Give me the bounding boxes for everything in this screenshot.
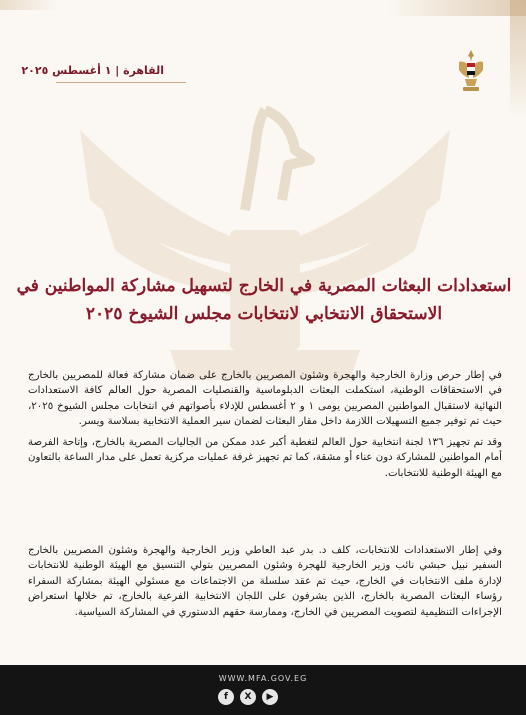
social-links — [218, 689, 278, 705]
facebook-icon[interactable]: f — [218, 689, 234, 705]
egypt-eagle-emblem-icon — [456, 48, 486, 94]
decorative-corner-vertical — [510, 0, 526, 120]
youtube-icon[interactable]: ▶ — [262, 689, 278, 705]
dateline-divider — [56, 82, 186, 83]
title-line-2: الاستحقاق الانتخابي لانتخابات مجلس الشيوخ ٢٠٢٥ — [85, 304, 443, 324]
x-icon[interactable]: X — [240, 689, 256, 705]
page-title — [14, 272, 514, 328]
website-link[interactable]: WWW.MFA.GOV.EG — [218, 674, 308, 683]
paragraph-3: وفي إطار الاستعدادات للانتخابات، كلف د. بدر عبد العاطي وزير الخارجية والهجرة وشئون المصريين بالخارج السفير نبيل حبشي نائب وزير الخارجية للهجرة وشئون المصريين بتولي التنسيق مع الهيئة الوطنية للانتخابات لإدارة ملف الانتخابات في الخارج، حيث تم عقد سلسلة من الاجتماعات مع مسئولي الهيئة بمشاركة السفراء رؤساء البعثات المصرية بالخارج، الذين يشرفون على اللجان الانتخابية الفرعية بالخارج، تم خلالها استعراض الإجراءات التنظيمية لتصويت المصريين في الخارج، وممارسة حقهم الدستوري في المشاركة السياسية. — [28, 545, 502, 618]
dateline: القاهرة | ١ أغسطس ٢٠٢٥ — [21, 64, 164, 77]
eagle-watermark — [60, 90, 470, 390]
decorative-corner — [386, 0, 526, 16]
title-line-1: استعدادات البعثات المصرية في الخارج لتسهيل مشاركة المواطنين في — [16, 276, 512, 296]
decorative-corner-left — [0, 0, 60, 10]
paragraph-2: وقد تم تجهيز ١٣٦ لجنة انتخابية حول العالم لتغطية أكبر عدد ممكن من الجاليات المصرية بالخارج، وإتاحة الفرصة أمام المواطنين للمشاركة دون عناء أو مشقة، كما تم تجهيز غرفة عمليات مركزية تعمل على مدار الساعة بالتعاون مع الهيئة الوطنية للانتخابات. — [28, 437, 502, 479]
paragraph-1: في إطار حرص وزارة الخارجية والهجرة وشئون المصريين بالخارج على ضمان مشاركة فعالة للمصريين بالخارج في الاستحقاقات الوطنية، استكملت البعثات الدبلوماسية والقنصليات المصرية حول العالم كافة الاستعدادات النهائية لاستقبال المواطنين المصريين يومى ١ و ٢ أغسطس للإدلاء بأصواتهم في انتخابات مجلس الشيوخ ٢٠٢٥، حيث تم توفير جميع التسهيلات اللازمة داخل مقار البعثات لضمان سير العملية الانتخابية بسلاسة ويسر. — [28, 370, 503, 428]
